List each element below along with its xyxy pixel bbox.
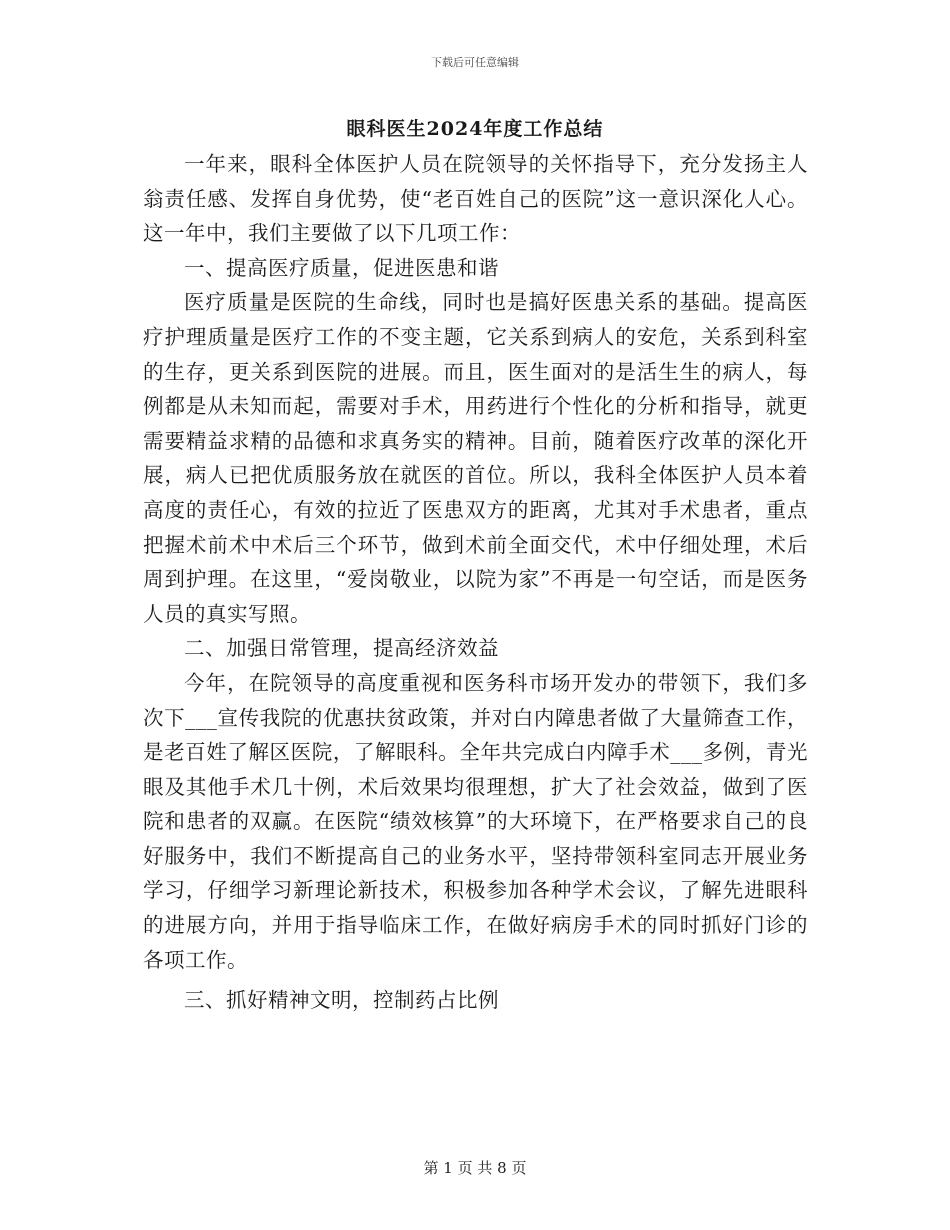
intro-paragraph: 一年来，眼科全体医护人员在院领导的关怀指导下，充分发扬主人翁责任感、发挥自身优势，使“老百姓自己的医院”这一意识深化人心。这一年中，我们主要做了以下几项工作： [143,152,808,246]
page-number-footer: 第 1 页 共 8 页 [423,1159,527,1177]
document-title: 眼科医生2024年度工作总结 [346,118,604,140]
section-2-paragraph: 今年，在院领导的高度重视和医务科市场开发办的带领下，我们多次下___宣传我院的优惠扶贫政策，并对白内障患者做了大量筛查工作，是老百姓了解区医院，了解眼科。全年共完成白内障手术___多例，青光眼及其他手术几十例，术后效果均很理想，扩大了社会效益，做到了医院和患者的双赢。在医院“绩效核算”的大环境下，在严格要求自己的良好服务中，我们不断提高自己的业务水平，坚持带领科室同志开展业务学习，仔细学习新理论新技术，积极参加各种学术会议，了解先进眼科的进展方向，并用于指导临床工作，在做好病房手术的同时抓好门诊的各项工作。 [143,670,808,972]
section-3-heading: 三、抓好精神文明，控制药占比例 [184,988,499,1013]
document-body [143,147,808,1018]
section-1-heading: 一、提高医疗质量，促进医患和谐 [184,255,499,280]
section-2-heading: 二、加强日常管理，提高经济效益 [184,636,499,661]
header-note: 下载后可任意编辑 [431,56,519,69]
section-1-paragraph: 医疗质量是医院的生命线，同时也是搞好医患关系的基础。提高医疗护理质量是医疗工作的不变主题，它关系到病人的安危，关系到科室的生存，更关系到医院的进展。而且，医生面对的是活生生的病人，每例都是从未知而起，需要对手术，用药进行个性化的分析和指导，就更需要精益求精的品德和求真务实的精神。目前，随着医疗改革的深化开展，病人已把优质服务放在就医的首位。所以，我科全体医护人员本着高度的责任心，有效的拉近了医患双方的距离，尤其对手术患者，重点把握术前术中术后三个环节，做到术前全面交代，术中仔细处理，术后周到护理。在这里，“爱岗敬业，以院为家”不再是一句空话，而是医务人员的真实写照。 [143,290,808,626]
